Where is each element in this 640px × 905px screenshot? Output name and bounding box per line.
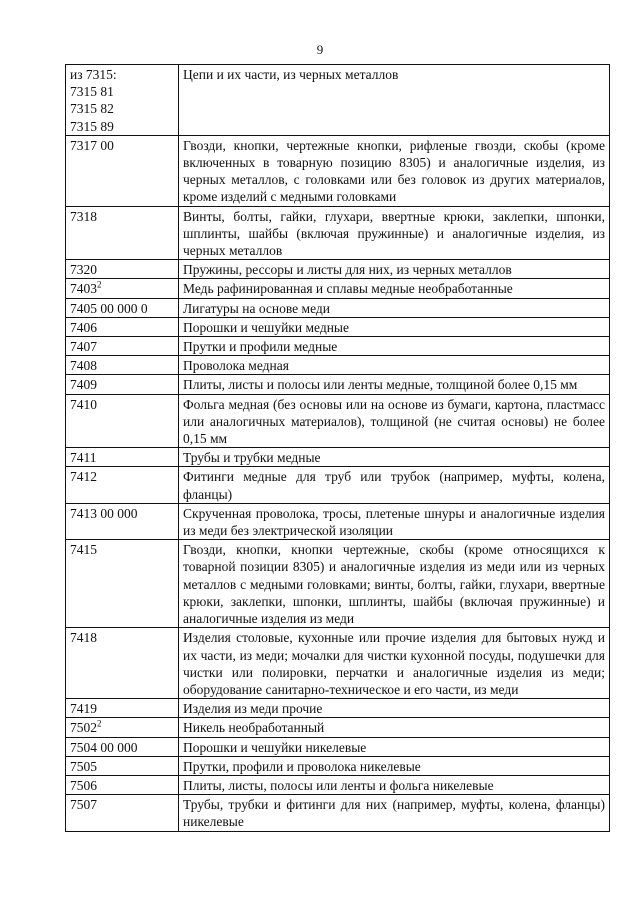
code-text — [70, 300, 174, 317]
description-cell: Плиты, листы, полосы или ленты и фольга никелевые — [179, 775, 610, 794]
table-row — [66, 206, 610, 260]
code-cell — [66, 737, 179, 756]
table-row — [66, 298, 610, 317]
description-cell: Гвозди, кнопки, кнопки чертежные, скобы (кроме относящихся к товарной позиции 8305) и аналогичные изделия из меди или из черных металлов с медными головками; винты, болты, гайки, глухари, ввертные крюки, заклепки, шпонки, шплинты, шайбы (включая пружинные) и аналогичные изделия из меди — [179, 540, 610, 628]
code-text — [70, 758, 174, 775]
code-cell — [66, 718, 179, 737]
code-cell — [66, 467, 179, 503]
code-cell — [66, 628, 179, 699]
table-row — [66, 628, 610, 699]
code-value: 7406 — [70, 319, 97, 335]
description-cell: Никель необработанный — [179, 718, 610, 737]
description-cell: Порошки и чешуйки медные — [179, 317, 610, 336]
code-value: 7405 00 000 0 — [70, 300, 148, 316]
code-cell — [66, 394, 179, 448]
description-cell: Фитинги медные для труб или трубок (например, муфты, колена, фланцы) — [179, 467, 610, 503]
table-row — [66, 375, 610, 394]
description-cell: Фольга медная (без основы или на основе из бумаги, картона, пластмасс или аналогичных материалов), толщиной (не считая основы) не более 0,15 мм — [179, 394, 610, 448]
table-row — [66, 260, 610, 279]
code-value: 7317 00 — [70, 137, 114, 153]
code-text — [70, 629, 174, 646]
table-row — [66, 699, 610, 718]
code-cell — [66, 356, 179, 375]
code-value: 7419 — [70, 701, 97, 717]
description-cell: Изделия столовые, кухонные или прочие изделия для бытовых нужд и их части, из меди; мочалки для чистки кухонной посуды, подушечки для чистки или полировки, перчатки и аналогичные изделия из меди; оборудование санитарно-техническое и его части, из меди — [179, 628, 610, 699]
table-row — [66, 737, 610, 756]
code-cell — [66, 298, 179, 317]
table-row — [66, 135, 610, 206]
code-text — [70, 777, 174, 794]
code-text — [70, 468, 174, 485]
code-cell — [66, 795, 179, 831]
code-text — [70, 505, 174, 522]
code-value: 7505 — [70, 758, 97, 774]
code-text — [70, 208, 174, 225]
code-cell — [66, 279, 179, 298]
table-row — [66, 718, 610, 737]
description-cell: Порошки и чешуйки никелевые — [179, 737, 610, 756]
code-text — [70, 83, 174, 100]
code-value: 7410 — [70, 396, 97, 412]
description-cell: Скрученная проволока, тросы, плетеные шнуры и аналогичные изделия из меди без электрической изоляции — [179, 503, 610, 539]
code-text — [70, 280, 174, 297]
code-text — [70, 100, 174, 117]
description-cell: Прутки, профили и проволока никелевые — [179, 756, 610, 775]
table-row — [66, 503, 610, 539]
code-cell — [66, 206, 179, 260]
table-row — [66, 356, 610, 375]
code-value: 7318 — [70, 208, 97, 224]
code-value: 7507 — [70, 797, 97, 813]
description-cell: Плиты, листы и полосы или ленты медные, толщиной более 0,15 мм — [179, 375, 610, 394]
table-row — [66, 279, 610, 298]
code-cell — [66, 337, 179, 356]
code-text — [70, 700, 174, 717]
description-cell: Гвозди, кнопки, чертежные кнопки, рифленые гвозди, скобы (кроме включенных в товарную позицию 8305) и аналогичные изделия, из черных металлов, с головками или без головок из других материалов, кроме изделий с медными головками — [179, 135, 610, 206]
code-text — [70, 137, 174, 154]
code-text — [70, 338, 174, 355]
description-cell: Лигатуры на основе меди — [179, 298, 610, 317]
code-value: 7412 — [70, 469, 97, 485]
code-value: 7409 — [70, 377, 97, 393]
description-cell: Медь рафинированная и сплавы медные необработанные — [179, 279, 610, 298]
code-value: 7403 — [70, 281, 97, 297]
code-text — [70, 319, 174, 336]
table-row — [66, 448, 610, 467]
description-cell: Трубы, трубки и фитинги для них (например, муфты, колена, фланцы) никелевые — [179, 795, 610, 831]
code-cell — [66, 756, 179, 775]
code-cell — [66, 448, 179, 467]
code-text — [70, 449, 174, 466]
table-row — [66, 394, 610, 448]
table-row — [66, 540, 610, 628]
code-cell — [66, 540, 179, 628]
table-body — [66, 65, 610, 832]
code-text — [70, 796, 174, 813]
code-value: 7407 — [70, 339, 97, 355]
code-value: из 7315: — [70, 67, 117, 82]
code-value: 7320 — [70, 262, 97, 278]
code-value: 7502 — [70, 720, 97, 736]
page-number: 9 — [316, 42, 324, 57]
footnote-marker: 2 — [97, 279, 102, 290]
code-text — [70, 66, 174, 83]
description-cell: Винты, болты, гайки, глухари, ввертные крюки, заклепки, шпонки, шплинты, шайбы (включая пружинные) и аналогичные изделия, из черных металлов — [179, 206, 610, 260]
code-value: 7315 81 — [70, 84, 114, 100]
code-text — [70, 376, 174, 393]
code-text — [70, 719, 174, 736]
code-text — [70, 118, 174, 135]
code-cell — [66, 317, 179, 336]
code-cell — [66, 135, 179, 206]
code-cell — [66, 65, 179, 136]
code-value: 7408 — [70, 358, 97, 374]
code-value: 7413 00 000 — [70, 505, 138, 521]
table-row — [66, 775, 610, 794]
table-row — [66, 65, 610, 136]
description-cell: Прутки и профили медные — [179, 337, 610, 356]
code-value: 7315 89 — [70, 118, 114, 134]
description-cell: Проволока медная — [179, 356, 610, 375]
description-cell: Пружины, рессоры и листы для них, из черных металлов — [179, 260, 610, 279]
table-row — [66, 337, 610, 356]
table-row — [66, 795, 610, 831]
code-value: 7415 — [70, 542, 97, 558]
code-value: 7506 — [70, 777, 97, 793]
footnote-marker: 2 — [97, 718, 102, 729]
description-cell: Цепи и их части, из черных металлов — [179, 65, 610, 136]
code-value: 7418 — [70, 630, 97, 646]
code-value: 7504 00 000 — [70, 739, 138, 755]
code-text — [70, 541, 174, 558]
code-text — [70, 396, 174, 413]
code-text — [70, 357, 174, 374]
description-cell: Изделия из меди прочие — [179, 699, 610, 718]
code-cell — [66, 699, 179, 718]
code-cell — [66, 503, 179, 539]
code-value: 7411 — [70, 450, 97, 466]
description-cell: Трубы и трубки медные — [179, 448, 610, 467]
code-cell — [66, 775, 179, 794]
code-text — [70, 739, 174, 756]
code-cell — [66, 375, 179, 394]
code-text — [70, 261, 174, 278]
table-row — [66, 467, 610, 503]
tariff-code-table — [65, 64, 610, 832]
table-row — [66, 317, 610, 336]
code-cell — [66, 260, 179, 279]
code-value: 7315 82 — [70, 101, 114, 117]
table-row — [66, 756, 610, 775]
